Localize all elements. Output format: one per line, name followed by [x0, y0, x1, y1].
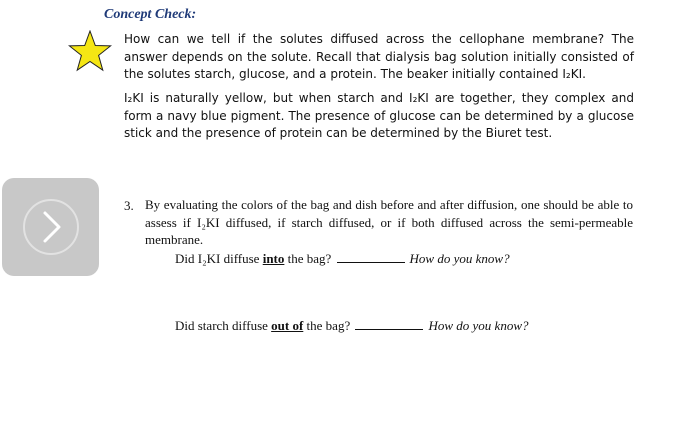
question-line-into — [175, 251, 510, 267]
concept-paragraph-2: I₂KI is naturally yellow, but when starch and I₂KI are together, they complex and form a navy blue pigment. The presence of glucose can be determined by a glucose stick and the presence of protein can be determined by the Biuret test. — [124, 91, 634, 140]
line-suffix: the bag? — [303, 318, 354, 333]
question-text: By evaluating the colors of the bag and dish before and after diffusion, one should be able to assess if I₂KI diffused, if starch diffused, or if both diffused across the semi-permeable membrane. — [145, 197, 633, 247]
line-emphasis: out of — [271, 318, 304, 333]
how-do-you-know-prompt: How do you know? — [409, 251, 510, 266]
star-icon — [68, 30, 112, 72]
how-do-you-know-prompt: How do you know? — [428, 318, 529, 333]
concept-paragraph-1: How can we tell if the solutes diffused across the cellophane membrane? The answer depends on the solute. Recall that dialysis bag solution initially consisted of the solutes starch, glucose, and a protein. The beaker initially contained I₂KI. — [124, 32, 634, 81]
chevron-right-icon — [19, 195, 83, 259]
answer-blank[interactable] — [355, 318, 423, 330]
line-emphasis: into — [262, 251, 285, 266]
answer-blank[interactable] — [337, 251, 405, 263]
line-suffix: the bag? — [284, 251, 335, 266]
line-prefix: Did I₂KI diffuse — [175, 251, 263, 266]
next-page-button[interactable] — [2, 178, 99, 276]
line-prefix: Did starch diffuse — [175, 318, 272, 333]
question-line-out-of — [175, 318, 529, 334]
concept-check-title: Concept Check: — [104, 7, 197, 22]
question-number: 3. — [124, 198, 134, 213]
